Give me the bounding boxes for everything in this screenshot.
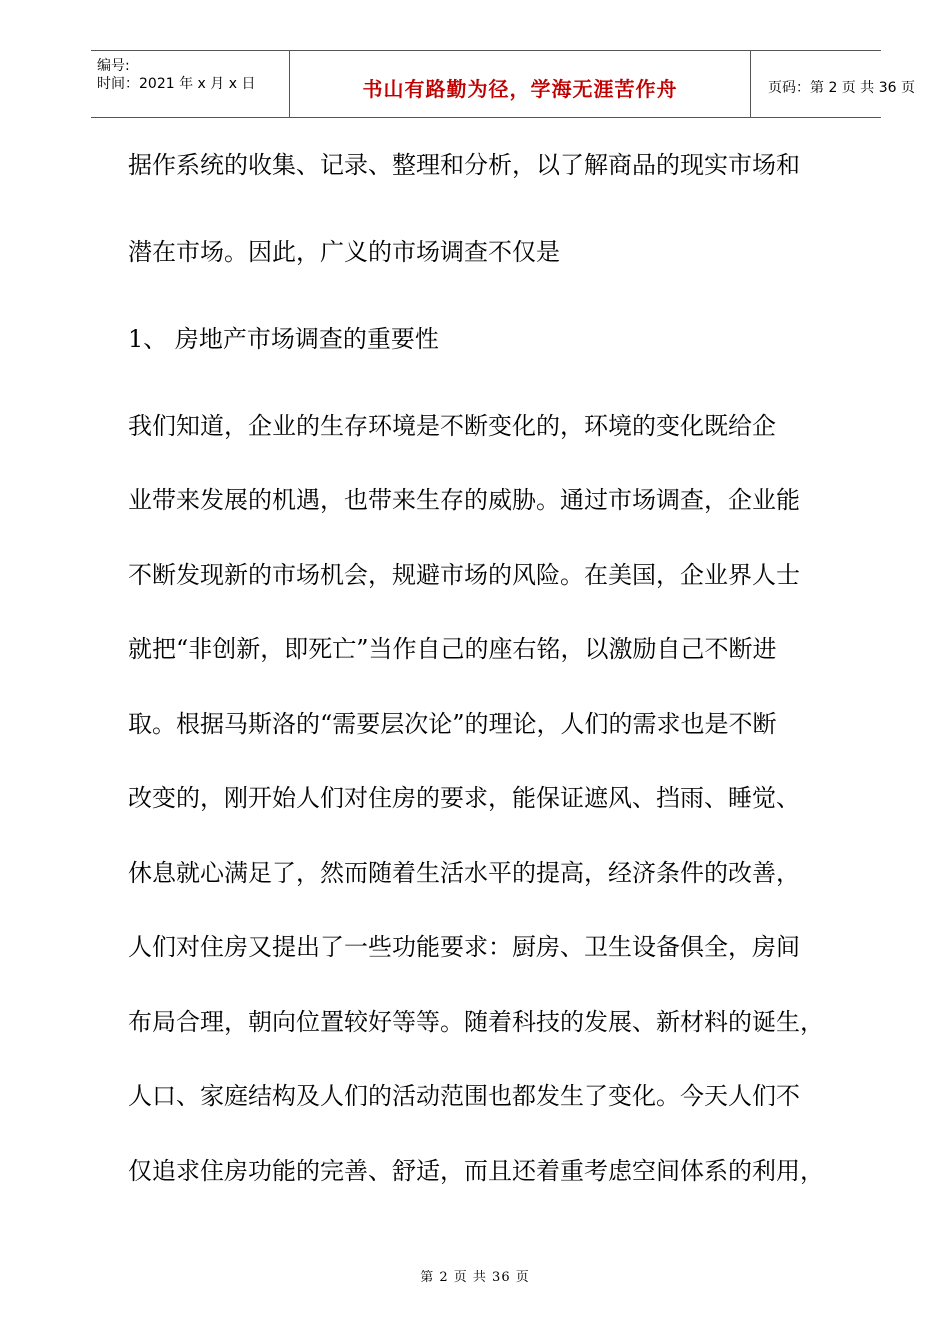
body-line: 仅追求住房功能的完善、舒适，而且还着重考虑空间体系的利用， <box>128 1157 824 1185</box>
section-heading: 1、 房地产市场调查的重要性 <box>128 325 439 353</box>
header-page-number: 页码：第 2 页 共 36 页 <box>768 80 915 96</box>
page-header <box>91 50 915 118</box>
header-motto: 书山有路勤为径，学海无涯苦作舟 <box>362 77 678 101</box>
body-line: 布局合理，朝向位置较好等等。随着科技的发展、新材料的诞生， <box>128 1008 824 1036</box>
body-line: 不断发现新的市场机会，规避市场的风险。在美国，企业界人士 <box>128 561 800 589</box>
body-line: 就把“非创新，即死亡”当作自己的座右铭，以激励自己不断进 <box>128 635 777 663</box>
header-page-cell <box>750 51 915 117</box>
body-line: 业带来发展的机遇，也带来生存的威胁。通过市场调查，企业能 <box>128 486 800 514</box>
header-motto-cell <box>289 51 751 117</box>
page-footer: 第 2 页 共 36 页 <box>420 1270 530 1285</box>
body-line: 潜在市场。因此，广义的市场调查不仅是 <box>128 238 560 266</box>
body-line: 改变的，刚开始人们对住房的要求，能保证遮风、挡雨、睡觉、 <box>128 784 800 812</box>
body-line: 人们对住房又提出了一些功能要求：厨房、卫生设备俱全，房间 <box>128 933 800 961</box>
document-id-label: 编号: <box>97 58 130 74</box>
body-line: 取。根据马斯洛的“需要层次论”的理论，人们的需求也是不断 <box>128 710 777 738</box>
body-line: 休息就心满足了，然而随着生活水平的提高，经济条件的改善， <box>128 859 800 887</box>
document-time-label: 时间：2021 年 x 月 x 日 <box>97 76 256 92</box>
header-info-cell <box>91 51 289 117</box>
body-line: 人口、家庭结构及人们的活动范围也都发生了变化。今天人们不 <box>128 1082 800 1110</box>
body-line: 我们知道，企业的生存环境是不断变化的，环境的变化既给企 <box>128 412 776 440</box>
body-line: 据作系统的收集、记录、整理和分析，以了解商品的现实市场和 <box>128 151 800 179</box>
